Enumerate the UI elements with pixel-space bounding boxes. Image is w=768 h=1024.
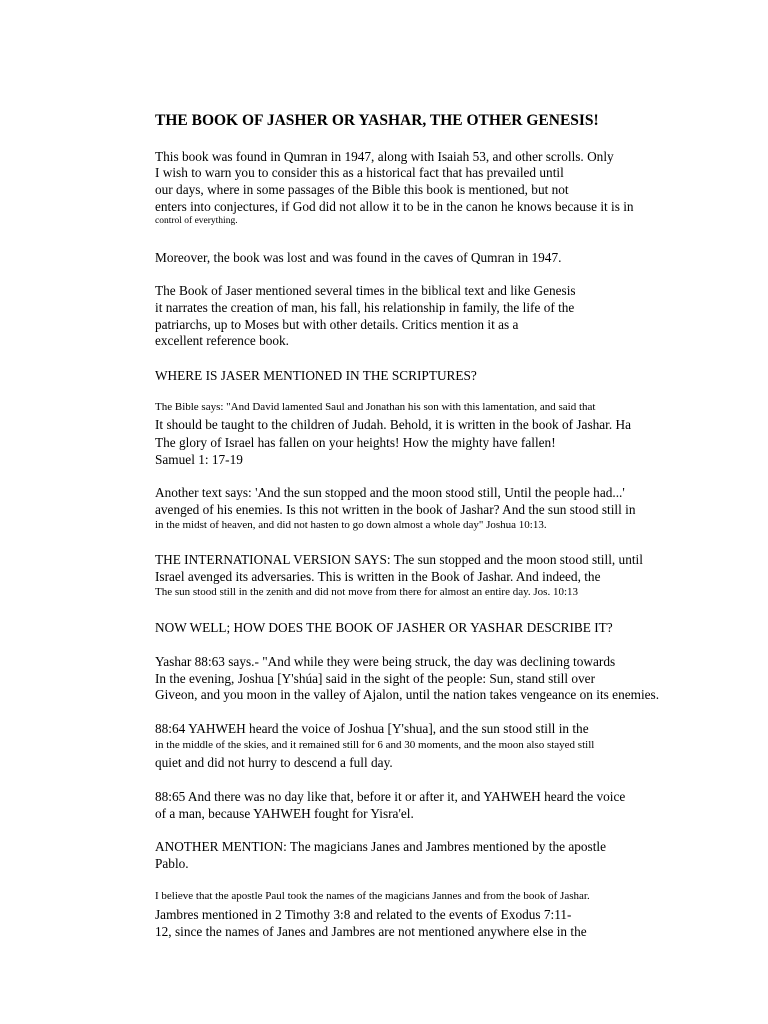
paragraph-line: of a man, because YAHWEH fought for Yisra'el. bbox=[155, 806, 414, 821]
paragraph-line: it narrates the creation of man, his fall, his relationship in family, the life of the bbox=[155, 300, 575, 315]
paragraph-line: Another text says: 'And the sun stopped and the moon stood still, Until the people had...' bbox=[155, 485, 625, 500]
paragraph-line: I believe that the apostle Paul took the names of the magicians Jannes and from the book of Jashar. bbox=[155, 890, 590, 902]
paragraph-line: patriarchs, up to Moses but with other details. Critics mention it as a bbox=[155, 317, 519, 332]
paragraph-line: Jambres mentioned in 2 Timothy 3:8 and related to the events of Exodus 7:11- bbox=[155, 907, 572, 922]
paragraph-line: The glory of Israel has fallen on your heights! How the mighty have fallen! bbox=[155, 435, 556, 450]
paragraph-line: ANOTHER MENTION: The magicians Janes and Jambres mentioned by the apostle bbox=[155, 839, 607, 854]
paragraph-line: It should be taught to the children of Judah. Behold, it is written in the book of Jashar. Ha bbox=[155, 417, 632, 432]
paragraph-line: This book was found in Qumran in 1947, along with Isaiah 53, and other scrolls. Only bbox=[155, 149, 614, 164]
paragraph-line: avenged of his enemies. Is this not written in the book of Jashar? And the sun stood still in bbox=[155, 502, 636, 517]
paragraph-line: 88:64 YAHWEH heard the voice of Joshua [Y'shua], and the sun stood still in the bbox=[155, 721, 589, 736]
paragraph-line: Pablo. bbox=[155, 856, 189, 871]
paragraph-line: quiet and did not hurry to descend a full day. bbox=[155, 755, 393, 770]
paragraph-line: The sun stood still in the zenith and did not move from there for almost an entire day. Jos. 10:13 bbox=[155, 586, 579, 598]
paragraph-line: The Book of Jaser mentioned several times in the biblical text and like Genesis bbox=[155, 283, 576, 298]
paragraph-line: I wish to warn you to consider this as a historical fact that has prevailed until bbox=[155, 165, 564, 180]
section-heading: WHERE IS JASER MENTIONED IN THE SCRIPTURES? bbox=[155, 368, 477, 383]
paragraph-line: Giveon, and you moon in the valley of Ajalon, until the nation takes vengeance on its enemies. bbox=[155, 687, 660, 702]
document-title: THE BOOK OF JASHER OR YASHAR, THE OTHER GENESIS! bbox=[155, 112, 599, 129]
paragraph-line: excellent reference book. bbox=[155, 333, 289, 348]
paragraph-line: Samuel 1: 17-19 bbox=[155, 452, 243, 467]
paragraph-line: Israel avenged its adversaries. This is written in the Book of Jashar. And indeed, the bbox=[155, 569, 601, 584]
paragraph-line: Yashar 88:63 says.- "And while they were being struck, the day was declining towards bbox=[155, 654, 616, 669]
paragraph-line: 88:65 And there was no day like that, before it or after it, and YAHWEH heard the voice bbox=[155, 789, 626, 804]
paragraph-line: Moreover, the book was lost and was found in the caves of Qumran in 1947. bbox=[155, 250, 562, 265]
section-heading: NOW WELL; HOW DOES THE BOOK OF JASHER OR YASHAR DESCRIBE IT? bbox=[155, 620, 613, 635]
paragraph-line: in the midst of heaven, and did not hasten to go down almost a whole day" Joshua 10:13. bbox=[155, 519, 547, 531]
paragraph-line: THE INTERNATIONAL VERSION SAYS: The sun stopped and the moon stood still, until bbox=[155, 552, 643, 567]
paragraph-line: our days, where in some passages of the Bible this book is mentioned, but not bbox=[155, 182, 569, 197]
paragraph-line: in the middle of the skies, and it remained still for 6 and 30 moments, and the moon also stayed still bbox=[155, 739, 595, 751]
paragraph-line: 12, since the names of Janes and Jambres are not mentioned anywhere else in the bbox=[155, 924, 587, 939]
paragraph-line: control of everything. bbox=[155, 216, 238, 226]
paragraph-line: The Bible says: "And David lamented Saul and Jonathan his son with this lamentation, and said that bbox=[155, 401, 596, 413]
paragraph-line: enters into conjectures, if God did not allow it to be in the canon he knows because it is in bbox=[155, 199, 634, 214]
paragraph-line: In the evening, Joshua [Y'shúa] said in the sight of the people: Sun, stand still over bbox=[155, 671, 596, 686]
